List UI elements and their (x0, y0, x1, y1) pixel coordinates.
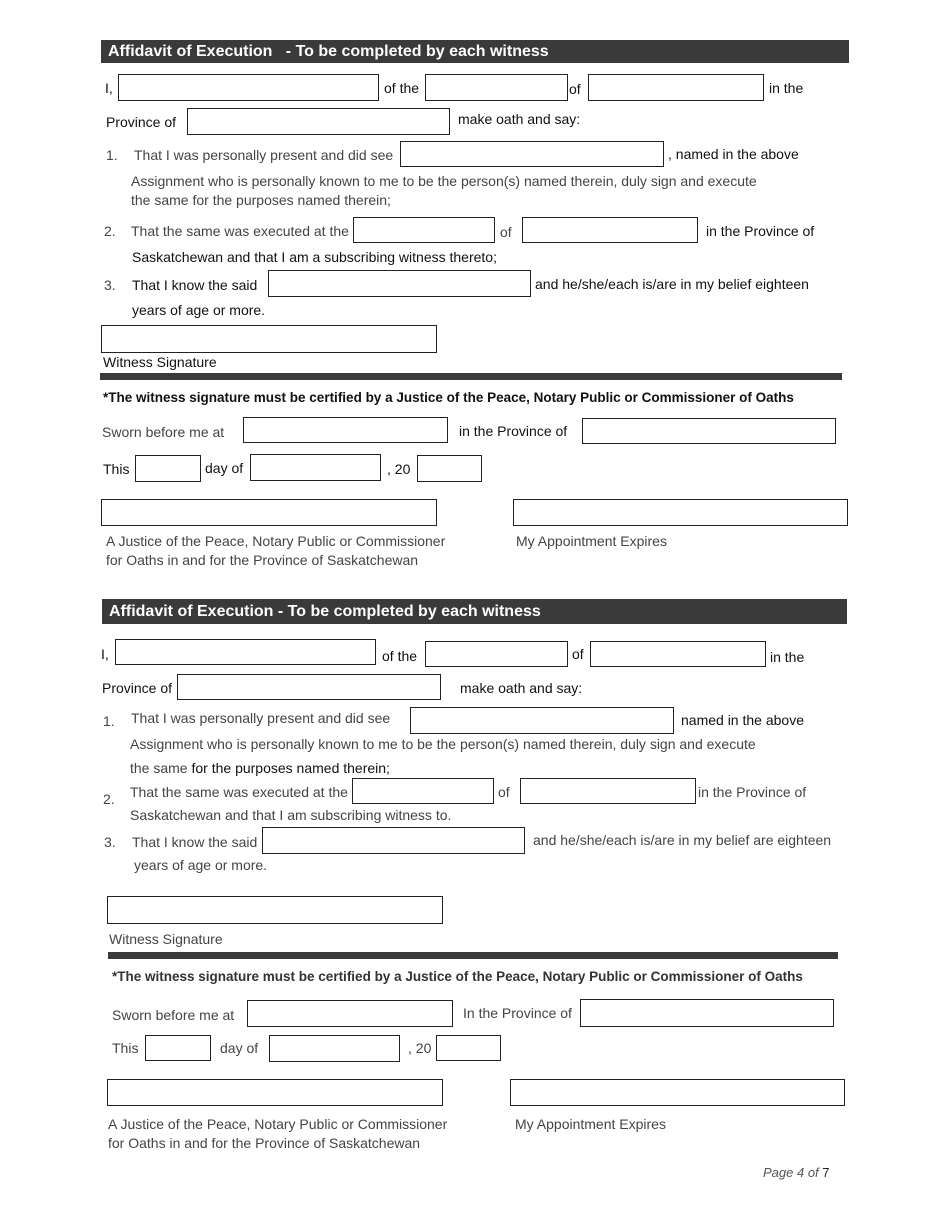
in-province-of-label: in the Province of (698, 784, 807, 800)
province-field[interactable] (187, 108, 450, 135)
of-label: of (569, 81, 581, 97)
item-number-3: 3. (104, 834, 116, 850)
this-label: This (112, 1040, 139, 1056)
named-above-label: named in the above (681, 712, 804, 728)
occupation-field[interactable] (425, 74, 568, 101)
know-the-said-field[interactable] (262, 827, 525, 854)
signatory-name-field[interactable] (410, 707, 674, 734)
in-the-label: in the (769, 80, 804, 96)
item-2-text: That the same was executed at the (131, 223, 349, 239)
item-2-text-line2: Saskatchewan and that I am subscribing witness to. (130, 807, 452, 823)
deponent-name-field[interactable] (118, 74, 379, 101)
sworn-before-label: Sworn before me at (112, 1007, 235, 1023)
sworn-province-field[interactable] (582, 418, 836, 444)
appointment-expires-field[interactable] (513, 499, 848, 526)
location-field[interactable] (588, 74, 764, 101)
in-province-label: in the Province of (459, 423, 568, 439)
in-province-of-label: in the Province of (706, 223, 815, 239)
day-of-label: day of (205, 460, 244, 476)
witness-signature-field[interactable] (101, 325, 437, 353)
page-number (763, 1165, 830, 1180)
item-number-1: 1. (106, 147, 118, 163)
item-2-of-label: of (498, 784, 510, 800)
witness-signature-label: Witness Signature (109, 931, 223, 947)
item-3-text-line2: years of age or more. (132, 302, 266, 318)
month-field[interactable] (250, 454, 381, 481)
item-1-text-line2: Assignment who is personally known to me to be the person(s) named therein, duly sign and execute (131, 173, 757, 189)
year-field[interactable] (417, 455, 482, 482)
page-total: 7 (822, 1165, 830, 1180)
item-3-text-line2: years of age or more. (134, 857, 268, 873)
certification-note: *The witness signature must be certified by a Justice of the Peace, Notary Public or Commissioner of Oaths (112, 969, 803, 984)
in-province-label: In the Province of (463, 1005, 572, 1021)
of-label: of (572, 646, 584, 662)
section-divider (108, 952, 838, 959)
year-field[interactable] (436, 1035, 501, 1061)
province-of-label: Province of (102, 680, 173, 696)
sworn-at-field[interactable] (243, 417, 448, 443)
appointment-expires-label: My Appointment Expires (515, 1116, 666, 1132)
item-1-text-line3 (130, 760, 390, 777)
item-3-after-text: and he/she/each is/are in my belief eighteen (535, 276, 809, 292)
item-2-text-line2: Saskatchewan and that I am a subscribing witness thereto; (132, 249, 497, 265)
witness-signature-label: Witness Signature (103, 354, 217, 370)
page-number-label: Page 4 of (763, 1165, 823, 1180)
item-1-text: That I was personally present and did see (131, 710, 391, 726)
this-label: This (103, 461, 130, 477)
appointment-expires-label: My Appointment Expires (516, 533, 667, 549)
day-field[interactable] (145, 1035, 211, 1061)
item-3-text: That I know the said (132, 834, 258, 850)
location-field[interactable] (590, 641, 766, 667)
item-1-text-line3a: the same (130, 760, 192, 776)
sworn-province-field[interactable] (580, 999, 834, 1027)
section-header-1: Affidavit of Execution - To be completed by each witness (101, 40, 849, 63)
executed-of-field[interactable] (520, 778, 696, 804)
commissioner-label-line2: for Oaths in and for the Province of Saskatchewan (106, 552, 419, 568)
month-field[interactable] (269, 1035, 400, 1062)
item-2-text: That the same was executed at the (130, 784, 348, 800)
item-3-after-text: and he/she/each is/are in my belief are eighteen (533, 832, 832, 848)
executed-at-field[interactable] (353, 217, 495, 243)
commissioner-label-line1: A Justice of the Peace, Notary Public or Commissioner (108, 1116, 448, 1132)
section-divider (100, 373, 842, 380)
i-label: I, (101, 646, 109, 662)
province-field[interactable] (177, 674, 441, 700)
item-1-text: That I was personally present and did see (134, 147, 394, 163)
of-the-label: of the (382, 648, 418, 664)
section-header-2: Affidavit of Execution - To be completed by each witness (102, 599, 847, 624)
province-of-label: Province of (106, 114, 177, 130)
i-label: I, (105, 80, 113, 96)
sworn-at-field[interactable] (247, 1000, 453, 1027)
signatory-name-field[interactable] (400, 141, 664, 167)
sworn-before-label: Sworn before me at (102, 424, 225, 440)
item-number-2: 2. (103, 791, 115, 807)
commissioner-label-line2: for Oaths in and for the Province of Saskatchewan (108, 1135, 421, 1151)
certification-note: *The witness signature must be certified by a Justice of the Peace, Notary Public or Commissioner of Oaths (103, 390, 794, 405)
item-number-1: 1. (103, 713, 115, 729)
know-the-said-field[interactable] (268, 270, 531, 297)
of-the-label: of the (384, 80, 420, 96)
in-the-label: in the (770, 649, 805, 665)
item-number-3: 3. (104, 277, 116, 293)
occupation-field[interactable] (425, 641, 568, 667)
commissioner-signature-field[interactable] (107, 1079, 443, 1106)
day-field[interactable] (135, 455, 201, 482)
make-oath-label: make oath and say: (460, 680, 583, 696)
deponent-name-field[interactable] (115, 639, 376, 665)
item-3-text: That I know the said (132, 277, 258, 293)
witness-signature-field[interactable] (107, 896, 443, 924)
item-1-text-line2: Assignment who is personally known to me to be the person(s) named therein, duly sign and execute (130, 736, 756, 752)
year-prefix-label: , 20 (408, 1040, 432, 1056)
make-oath-label: make oath and say: (458, 111, 581, 127)
item-1-text-line3: the same for the purposes named therein; (131, 192, 391, 208)
executed-of-field[interactable] (522, 217, 698, 243)
day-of-label: day of (220, 1040, 259, 1056)
commissioner-signature-field[interactable] (101, 499, 437, 526)
item-2-of-label: of (500, 224, 512, 240)
appointment-expires-field[interactable] (510, 1079, 845, 1106)
item-number-2: 2. (104, 223, 116, 239)
item-1-text-line3b: for the purposes named therein; (191, 760, 390, 776)
commissioner-label-line1: A Justice of the Peace, Notary Public or Commissioner (106, 533, 446, 549)
executed-at-field[interactable] (352, 778, 494, 804)
named-above-label: , named in the above (668, 146, 799, 162)
year-prefix-label: , 20 (387, 461, 411, 477)
